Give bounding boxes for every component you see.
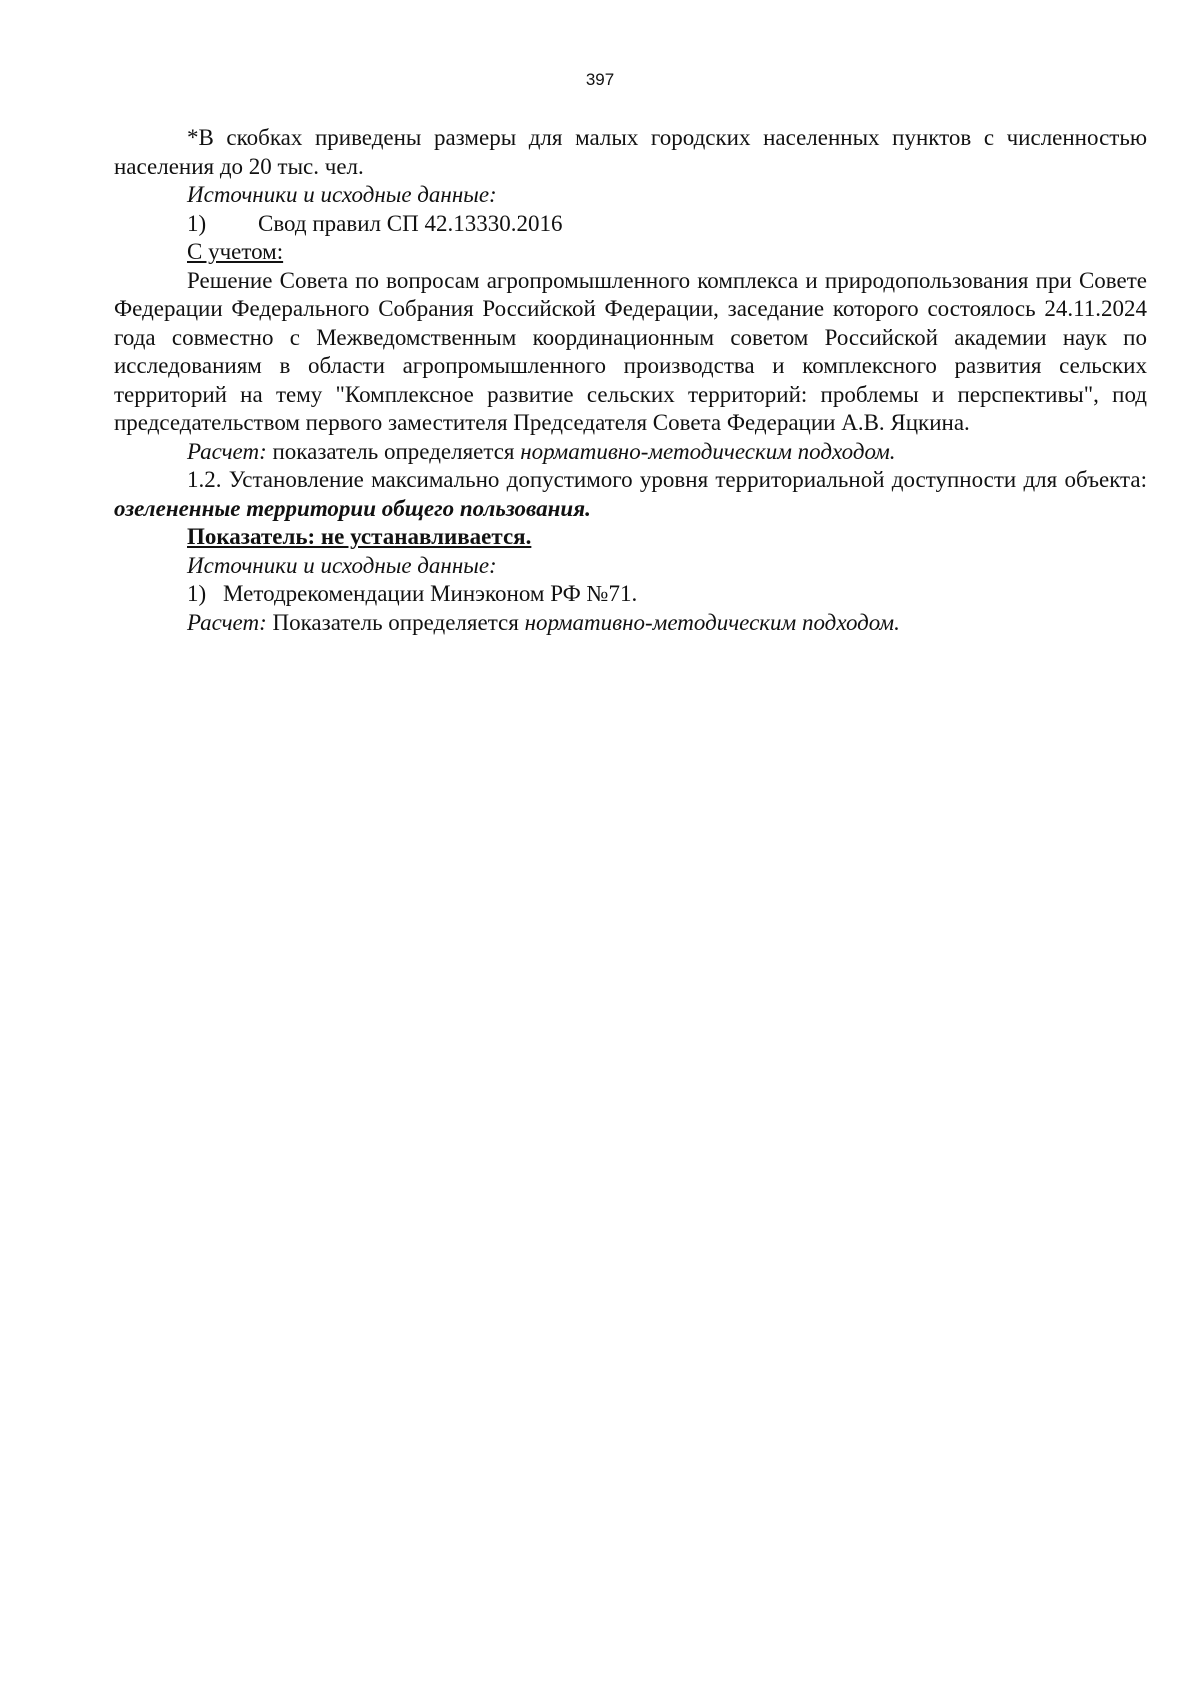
section-1-2-object: озелененные территории общего пользования.: [114, 495, 591, 521]
calculation-label: Расчет:: [187, 609, 267, 635]
decision-paragraph: Решение Совета по вопросам агропромышленного комплекса и природопользования при Совете Федерации Федерального Собрания Российской Федерации, заседание которого состоялось 24.11.2024 года совместно с Межведомственным координационным советом Российской академии наук по исследованиям в области агропромышленного производства и комплексного развития сельских территорий на тему "Комплексное развитие сельских территорий: проблемы и перспективы", под председательством первого заместителя Председателя Совета Федерации А.В. Яцкина.: [114, 267, 1147, 435]
considering-heading: С учетом:: [187, 239, 284, 264]
calculation-method: нормативно-методическим подходом.: [520, 438, 896, 464]
list-number: 1): [187, 210, 207, 236]
source-list-item: [114, 210, 1147, 239]
sources-heading: Источники и исходные данные:: [187, 182, 497, 207]
calculation-paragraph: [114, 609, 1147, 638]
indicator-heading: Показатель: не устанавливается.: [187, 524, 532, 549]
calculation-text: показатель определяется: [266, 438, 521, 464]
calculation-label: Расчет:: [187, 438, 267, 464]
page-number: 397: [585, 70, 615, 89]
page-content: [114, 124, 1147, 637]
calculation-method: нормативно-методическим подходом.: [524, 609, 900, 635]
list-number: 1): [187, 581, 207, 606]
calculation-text: Показатель определяется: [266, 609, 525, 635]
list-item-text: Свод правил СП 42.13330.2016: [258, 210, 563, 236]
sources-heading: Источники и исходные данные:: [187, 552, 497, 578]
section-1-2-paragraph: [114, 466, 1147, 523]
calculation-paragraph: [114, 438, 1147, 467]
section-1-2-text: 1.2. Установление максимально допустимого уровня территориальной доступности для объекта:: [187, 467, 1147, 492]
source-list-item: [114, 580, 1147, 609]
considering-paragraph: [114, 238, 1147, 267]
footnote-paragraph: *В скобках приведены размеры для малых городских населенных пунктов с численностью населения до 20 тыс. чел.: [114, 125, 1147, 179]
indicator-paragraph: [114, 523, 1147, 552]
list-item-text: Методрекомендации Минэконом РФ №71.: [223, 581, 638, 606]
